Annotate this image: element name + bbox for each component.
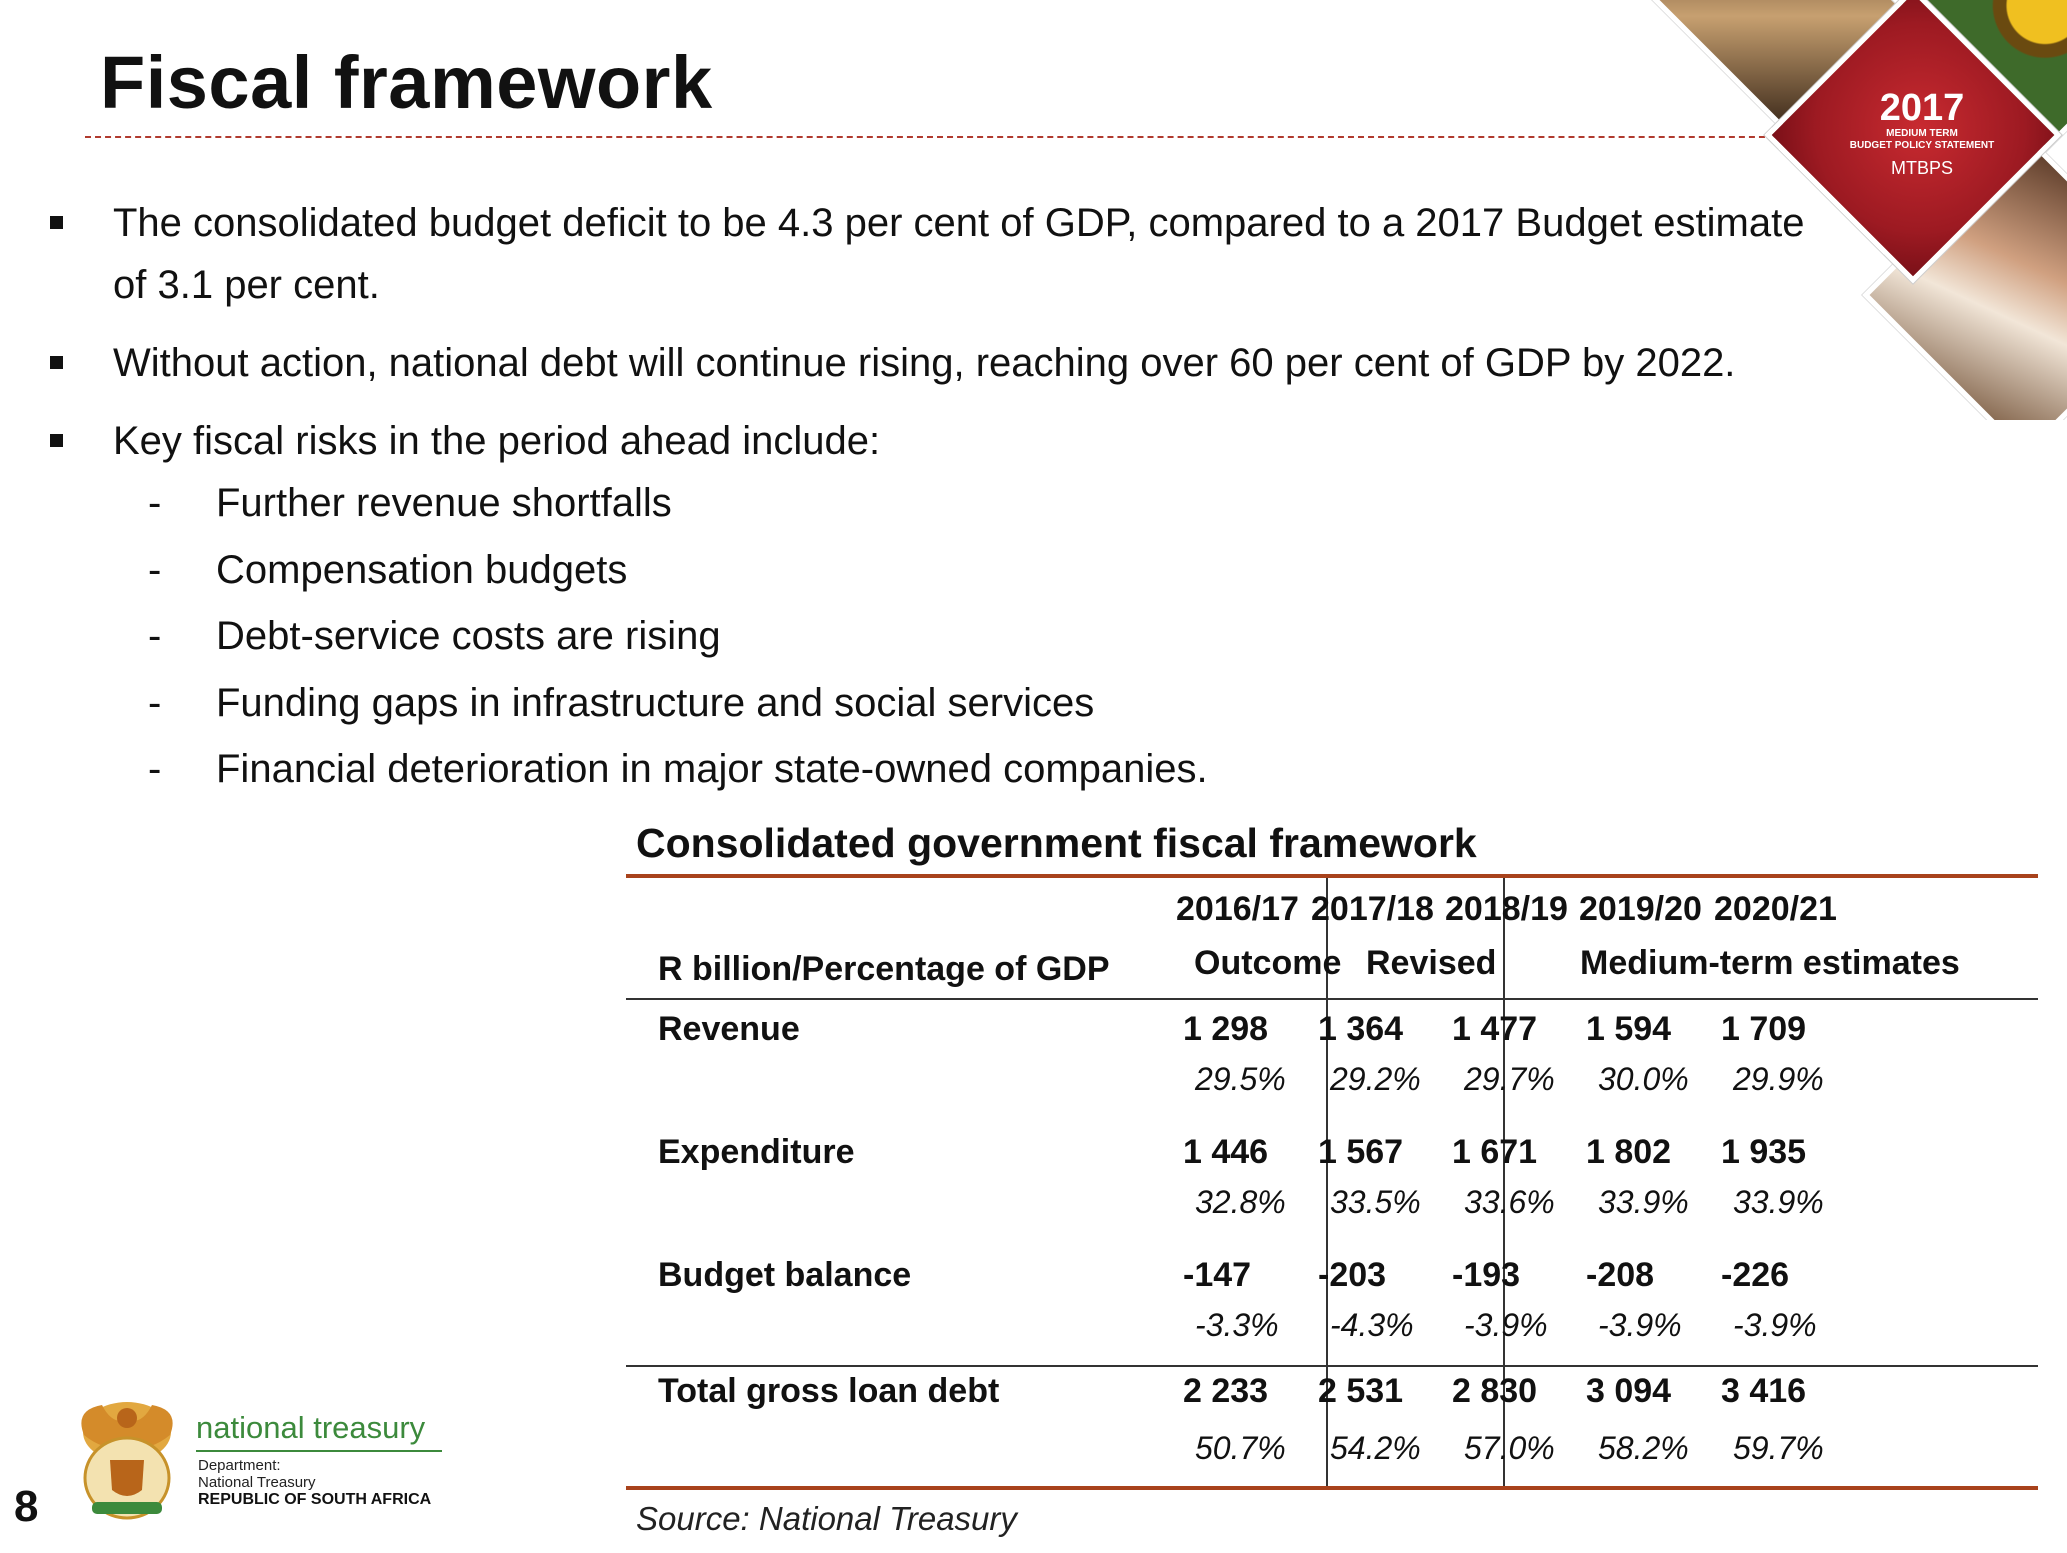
bullet-text: Without action, national debt will continue rising, reaching over 60 per cent of GDP by 2022. — [113, 341, 1736, 385]
square-bullet-icon — [50, 216, 63, 229]
percent-cell: 59.7% — [1733, 1430, 1824, 1466]
coat-of-arms-icon — [72, 1390, 182, 1525]
table-title: Consolidated government fiscal framework — [636, 820, 1477, 866]
sub-bullet-item: - Compensation budgets — [148, 547, 628, 592]
header-rule — [626, 998, 2038, 1000]
bullet-text: Key fiscal risks in the period ahead include: — [113, 419, 881, 463]
year-header: 2017/18 — [1311, 890, 1434, 928]
badge-year: 2017 — [1879, 87, 1965, 129]
value-cell: 1 477 — [1452, 1010, 1538, 1048]
percent-cell: 33.6% — [1464, 1184, 1555, 1220]
percent-cell: 54.2% — [1330, 1430, 1421, 1466]
bullet-item — [45, 410, 1845, 472]
value-cell: -203 — [1318, 1256, 1387, 1294]
treasury-line-3: REPUBLIC OF SOUTH AFRICA — [198, 1491, 432, 1508]
square-bullet-icon — [50, 434, 63, 447]
bullet-text: The consolidated budget deficit to be 4.3 per cent of GDP, compared to a 2017 Budget estimate of 3.1 per cent. — [113, 201, 1805, 307]
table-bottom-rule — [626, 1486, 2038, 1490]
value-cell: -147 — [1183, 1256, 1252, 1294]
value-cell: -208 — [1586, 1256, 1655, 1294]
percent-cell: 33.9% — [1598, 1184, 1689, 1220]
sub-bullet-list — [148, 470, 1208, 803]
value-cell: 1 671 — [1452, 1133, 1538, 1171]
badge-abbr: MTBPS — [1890, 158, 1953, 178]
treasury-line-1: Department: — [198, 1457, 281, 1474]
group-header-medium-term: Medium-term estimates — [1580, 944, 1960, 982]
sub-bullet-item: - Further revenue shortfalls — [148, 481, 672, 525]
percent-cell: -3.9% — [1733, 1307, 1817, 1343]
percent-cell: 29.9% — [1733, 1061, 1824, 1097]
bullet-item — [45, 192, 1845, 316]
value-cell: 1 709 — [1721, 1010, 1807, 1048]
value-cell: 1 446 — [1183, 1133, 1269, 1171]
group-header-revised: Revised — [1366, 944, 1497, 982]
year-header: 2016/17 — [1176, 890, 1299, 928]
percent-cell: 30.0% — [1598, 1061, 1689, 1097]
fiscal-framework-table — [626, 874, 2038, 1489]
value-cell: 3 416 — [1721, 1372, 1807, 1410]
value-cell: 2 830 — [1452, 1372, 1538, 1410]
value-cell: 2 531 — [1318, 1372, 1404, 1410]
treasury-wordmark: national treasury — [196, 1410, 426, 1445]
percent-cell: 29.5% — [1195, 1061, 1286, 1097]
percent-cell: 50.7% — [1195, 1430, 1286, 1466]
table-top-rule — [626, 874, 2038, 878]
sub-bullet-text: Funding gaps in infrastructure and social services — [216, 680, 1095, 725]
value-cell: 2 233 — [1183, 1372, 1269, 1410]
percent-cell: -3.9% — [1464, 1307, 1548, 1343]
value-cell: 3 094 — [1586, 1372, 1672, 1410]
percent-cell: -3.3% — [1195, 1307, 1279, 1343]
page-title: Fiscal framework — [100, 41, 713, 124]
treasury-line-2: National Treasury — [198, 1474, 316, 1491]
value-cell: -193 — [1452, 1256, 1521, 1294]
year-header: 2019/20 — [1579, 890, 1702, 928]
row-label: Total gross loan debt — [658, 1372, 1000, 1410]
value-cell: 1 935 — [1721, 1133, 1807, 1171]
percent-cell: 58.2% — [1598, 1430, 1689, 1466]
percent-cell: 29.2% — [1330, 1061, 1421, 1097]
sub-bullet-text: Compensation budgets — [216, 547, 628, 592]
badge-line-2: BUDGET POLICY STATEMENT — [1849, 140, 1995, 151]
page-number: 8 — [14, 1482, 39, 1531]
value-cell: 1 567 — [1318, 1133, 1404, 1171]
value-cell: 1 594 — [1586, 1010, 1672, 1048]
value-cell: 1 298 — [1183, 1010, 1269, 1048]
value-cell: 1 802 — [1586, 1133, 1672, 1171]
value-cell: -226 — [1721, 1256, 1790, 1294]
group-header-outcome: Outcome — [1194, 944, 1342, 982]
source-note: Source: National Treasury — [636, 1500, 1017, 1537]
title-divider — [85, 136, 1785, 138]
value-cell: 1 364 — [1318, 1010, 1404, 1048]
percent-cell: 33.9% — [1733, 1184, 1824, 1220]
row-label: Revenue — [658, 1010, 800, 1048]
percent-cell: -4.3% — [1330, 1307, 1414, 1343]
percent-cell: -3.9% — [1598, 1307, 1682, 1343]
bullet-list — [45, 192, 1845, 472]
sub-bullet-item: - Financial deterioration in major state-owned companies. — [148, 747, 1208, 791]
treasury-rule — [196, 1450, 442, 1452]
year-header: 2020/21 — [1714, 890, 1837, 928]
sub-bullet-text: Financial deterioration in major state-owned companies. — [216, 747, 1208, 791]
total-rule — [626, 1365, 2038, 1367]
sub-bullet-item: - Debt-service costs are rising — [148, 614, 721, 658]
percent-cell: 32.8% — [1195, 1184, 1286, 1220]
percent-cell: 29.7% — [1464, 1061, 1555, 1097]
percent-cell: 57.0% — [1464, 1430, 1555, 1466]
sub-bullet-text: Further revenue shortfalls — [216, 481, 672, 525]
mtbps-badge-text — [1812, 88, 2032, 180]
year-header: 2018/19 — [1445, 890, 1568, 928]
sub-bullet-item: - Funding gaps in infrastructure and social services — [148, 680, 1095, 725]
row-label: Expenditure — [658, 1133, 855, 1171]
row-label: Budget balance — [658, 1256, 912, 1294]
percent-cell: 33.5% — [1330, 1184, 1421, 1220]
badge-line-1: MEDIUM TERM — [1886, 128, 1958, 139]
sub-bullet-text: Debt-service costs are rising — [216, 614, 721, 658]
square-bullet-icon — [50, 356, 63, 369]
bullet-item — [45, 332, 1845, 394]
unit-label: R billion/Percentage of GDP — [658, 950, 1110, 988]
